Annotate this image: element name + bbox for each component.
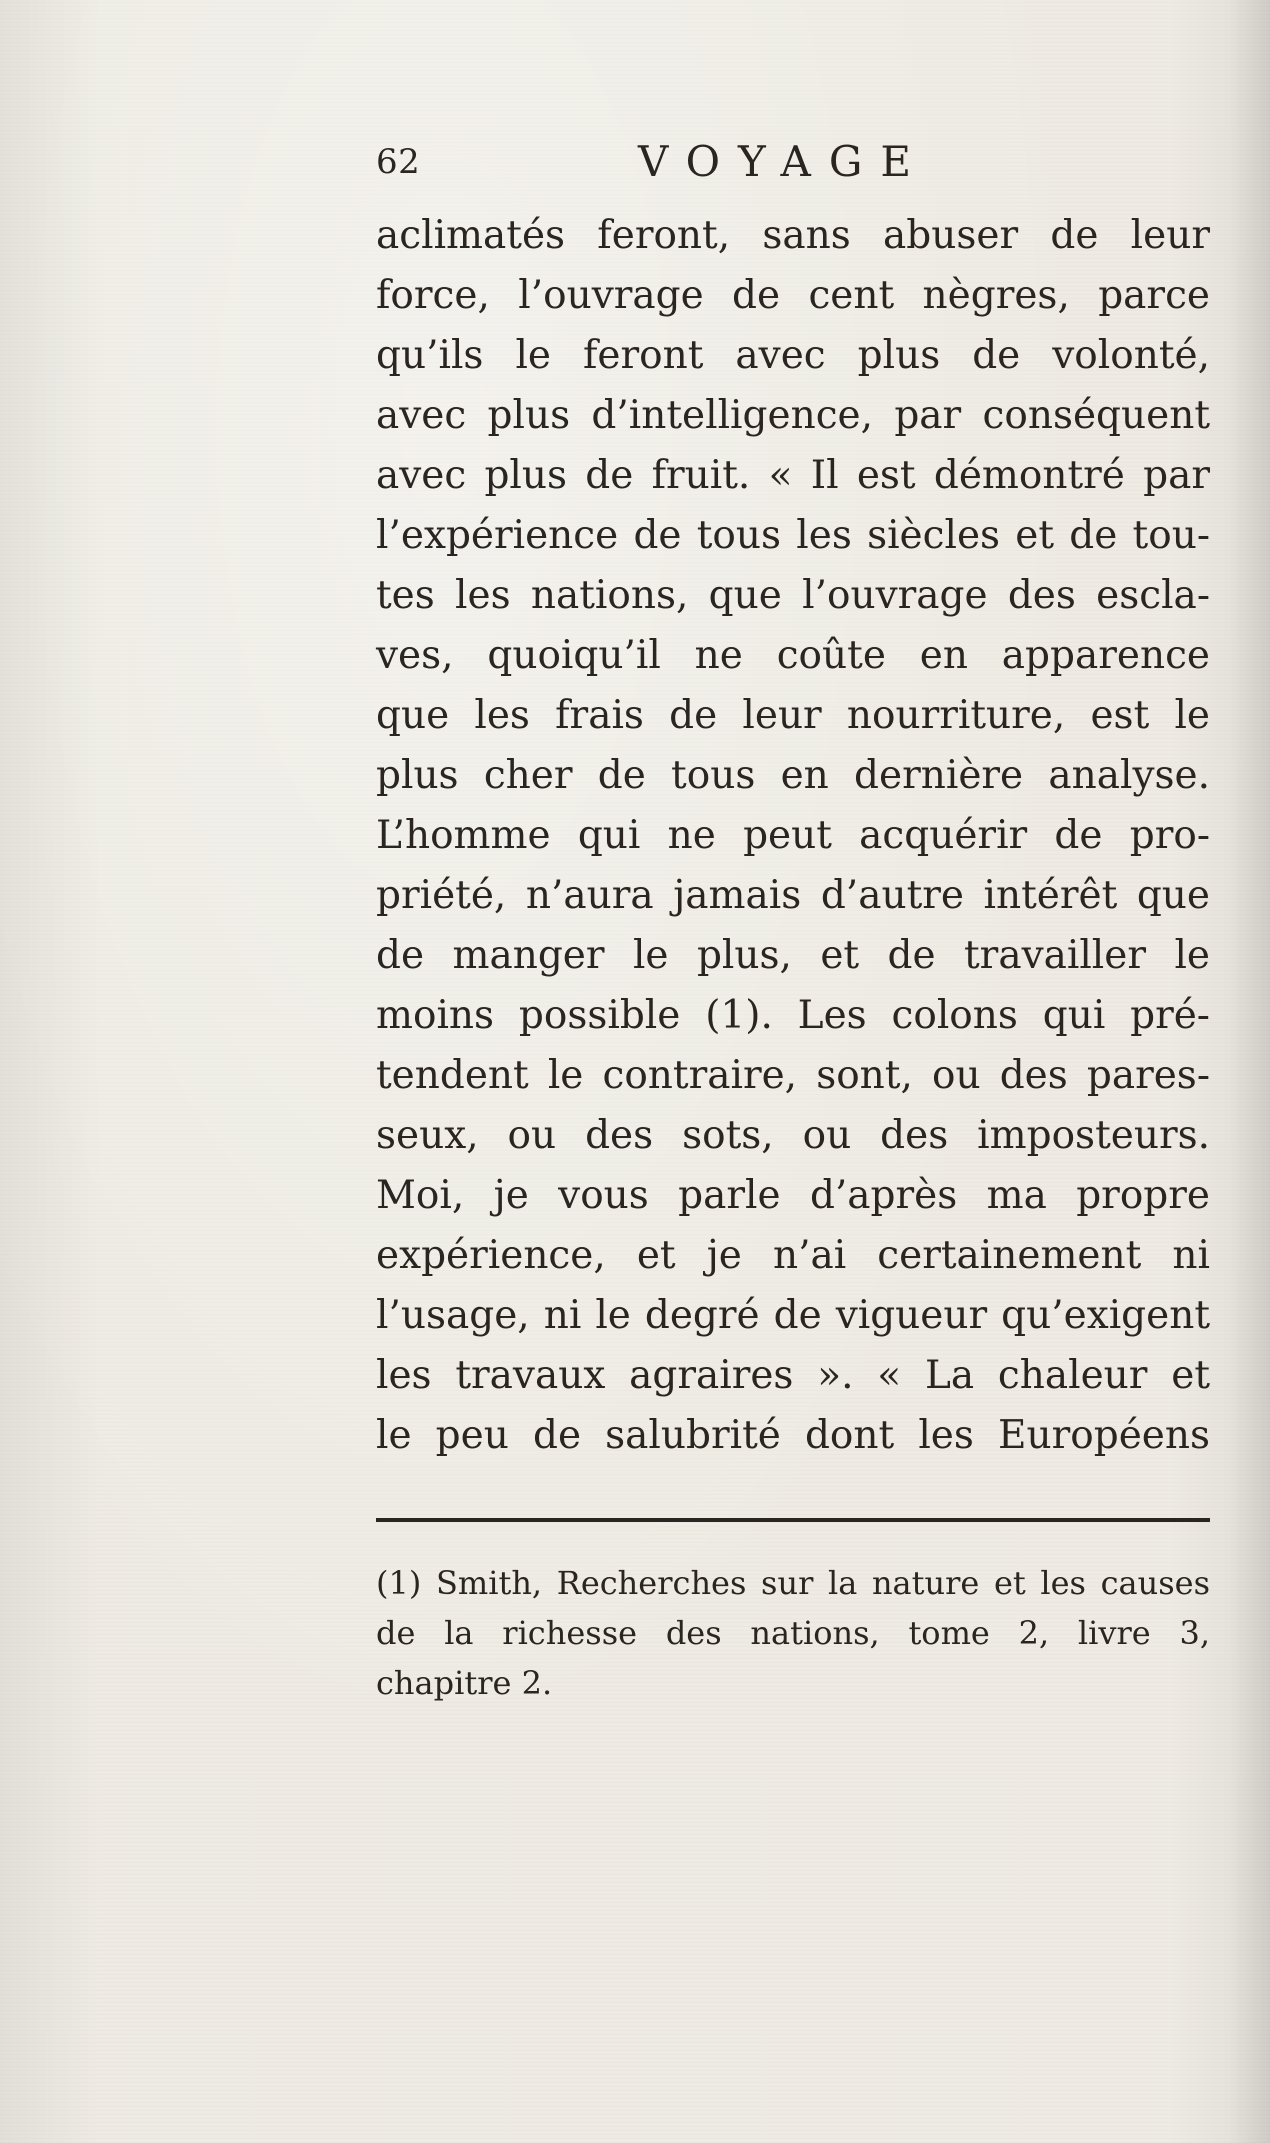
text-line: les travaux agraires ». « La chaleur et — [376, 1353, 1210, 1398]
page-edge-shadow — [1228, 0, 1270, 2143]
text-line: tes les nations, que l’ouvrage des escla- — [376, 573, 1210, 618]
footnote-line: chapitre 2. — [376, 1664, 553, 1702]
page-header — [376, 132, 1210, 194]
text-line: qu’ils le feront avec plus de volonté, — [376, 333, 1210, 378]
text-line: force, l’ouvrage de cent nègres, parce — [376, 273, 1210, 318]
footnote-line: (1) Smith, Recherches sur la nature et les causes — [376, 1564, 1210, 1602]
footnote-line: de la richesse des nations, tome 2, livre 3, — [376, 1614, 1210, 1652]
text-line: ves, quoiqu’il ne coûte en apparence — [376, 633, 1210, 678]
text-line: tendent le contraire, sont, ou des pares- — [376, 1053, 1210, 1098]
main-text-block — [376, 206, 1210, 1466]
text-line: l’expérience de tous les siècles et de tou- — [376, 513, 1210, 558]
text-line: que les frais de leur nourriture, est le — [376, 693, 1210, 738]
text-line: moins possible (1). Les colons qui pré- — [376, 993, 1210, 1038]
text-line: L’homme qui ne peut acquérir de pro- — [376, 813, 1210, 858]
page-number: 62 — [376, 142, 421, 182]
text-line: le peu de salubrité dont les Européens — [376, 1413, 1210, 1458]
text-line: priété, n’aura jamais d’autre intérêt que — [376, 873, 1210, 918]
text-line: aclimatés feront, sans abuser de leur — [376, 213, 1210, 258]
text-line: plus cher de tous en dernière analyse. — [376, 753, 1210, 798]
text-line: de manger le plus, et de travailler le — [376, 933, 1210, 978]
text-line: l’usage, ni le degré de vigueur qu’exigent — [376, 1293, 1210, 1338]
text-line: expérience, et je n’ai certainement ni — [376, 1233, 1210, 1278]
text-line: avec plus d’intelligence, par conséquent — [376, 393, 1210, 438]
running-head: VOYAGE — [638, 137, 930, 186]
text-line: avec plus de fruit. « Il est démontré par — [376, 453, 1210, 498]
footnote-block — [376, 1558, 1210, 1708]
footnote-separator-rule — [376, 1518, 1210, 1522]
text-line: Moi, je vous parle d’après ma propre — [376, 1173, 1210, 1218]
text-line: seux, ou des sots, ou des imposteurs. — [376, 1113, 1210, 1158]
